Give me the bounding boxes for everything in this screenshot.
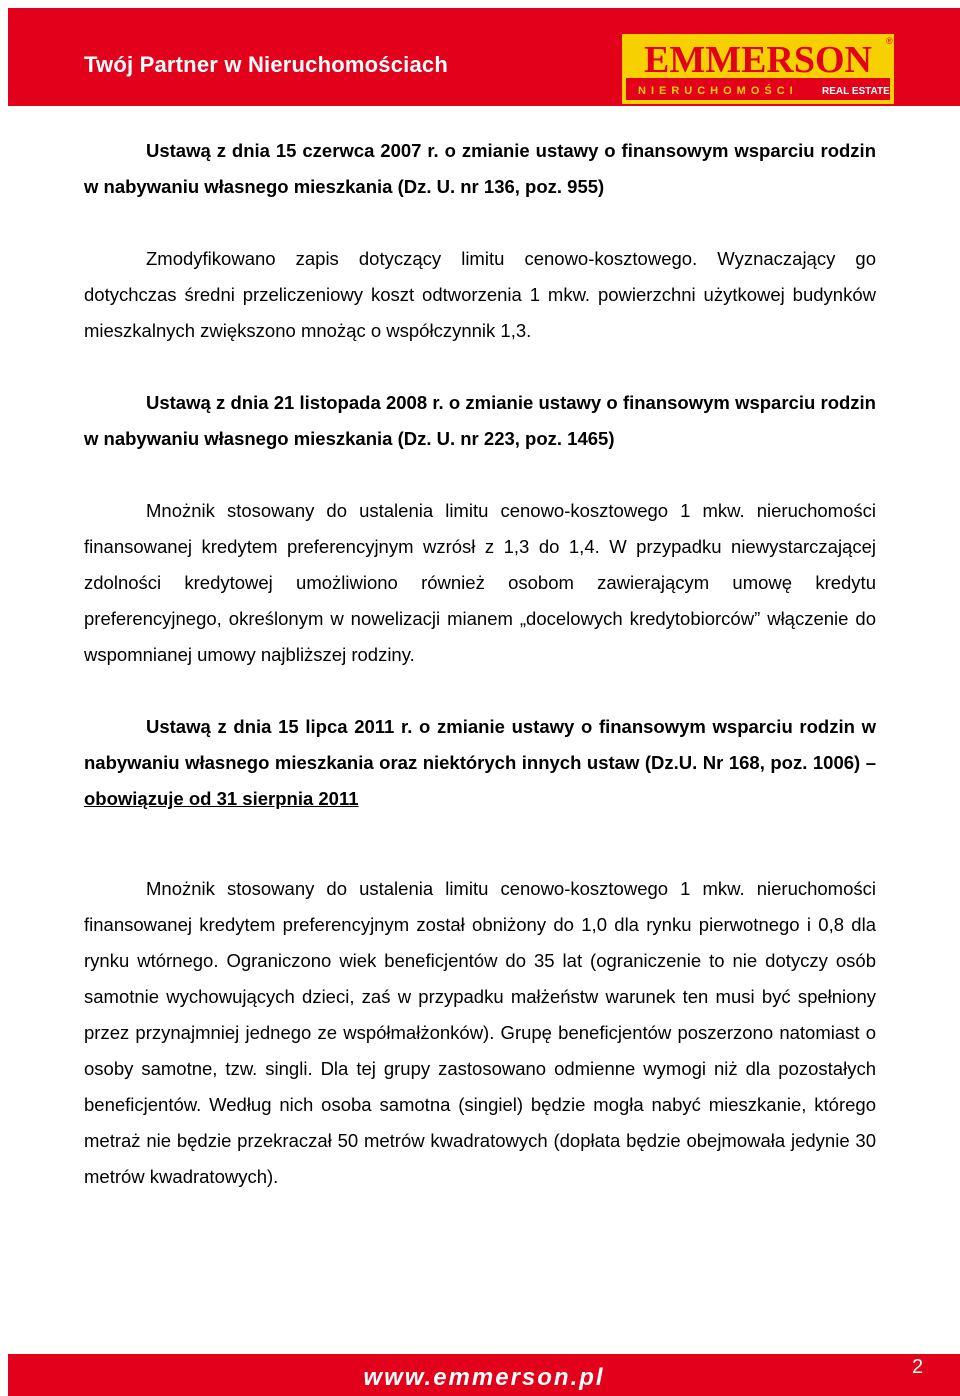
section-2-heading: Ustawą z dnia 21 listopada 2008 r. o zmianie ustawy o finansowym wsparciu rodzin w nabywaniu własnego mieszkania (Dz. U. nr 223, poz. 1465)	[84, 392, 876, 449]
header-title: Twój Partner w Nieruchomościach	[84, 52, 448, 77]
section-2-body: Mnożnik stosowany do ustalenia limitu cenowo-kosztowego 1 mkw. nieruchomości finansowanej kredytem preferencyjnym wzrósł z 1,3 do 1,4. W przypadku niewystarczającej zdolności kredytowej umożliwiono również osobom zawierającym umowę kredytu preferencyjnego, określonym w nowelizacji mianem „docelowych kredytobiorców” włączenie do wspomnianej umowy najbliższej rodziny.	[84, 500, 876, 665]
section-1-body: Zmodyfikowano zapis dotyczący limitu cenowo-kosztowego. Wyznaczający go dotychczas średni przeliczeniowy koszt odtworzenia 1 mkw. powierzchni użytkowej budynków mieszkalnych zwiększono mnożąc o współczynnik 1,3.	[84, 248, 876, 341]
logo-registered-mark: ®	[886, 36, 893, 46]
header-bar	[8, 8, 960, 106]
emmerson-logo	[622, 34, 894, 104]
section-3-heading: Ustawą z dnia 15 lipca 2011 r. o zmianie ustawy o finansowym wsparciu rodzin w nabywaniu własnego mieszkania oraz niektórych innych ustaw (Dz.U. Nr 168, poz. 1006) – obowiązuje od 31 sierpnia 2011	[84, 716, 876, 809]
document-body	[84, 133, 876, 1195]
section-3-body: Mnożnik stosowany do ustalenia limitu cenowo-kosztowego 1 mkw. nieruchomości finansowanej kredytem preferencyjnym został obniżony do 1,0 dla rynku pierwotnego i 0,8 dla rynku wtórnego. Ograniczono wiek beneficjentów do 35 lat (ograniczenie to nie dotyczy osób samotnie wychowujących dzieci, zaś w przypadku małżeństw warunek ten musi być spełniony przez przynajmniej jednego ze współmałżonków). Grupę beneficjentów poszerzono natomiast o osoby samotne, tzw. singli. Dla tej grupy zastosowano odmienne wymogi niż dla pozostałych beneficjentów. Według nich osoba samotna (singiel) będzie mogła nabyć mieszkanie, którego metraż nie będzie przekraczał 50 metrów kwadratowych (dopłata będzie obejmowała jedynie 30 metrów kwadratowych).	[84, 878, 876, 1187]
section-1-heading: Ustawą z dnia 15 czerwca 2007 r. o zmianie ustawy o finansowym wsparciu rodzin w nabywaniu własnego mieszkania (Dz. U. nr 136, poz. 955)	[84, 140, 876, 197]
page-number: 2	[912, 1356, 924, 1378]
logo-subtitle: NIERUCHOMOŚCI	[638, 85, 798, 97]
logo-brand: EMMERSON	[644, 39, 872, 81]
footer-url: www.emmerson.pl	[363, 1364, 605, 1391]
logo-tag: REAL ESTATE	[822, 86, 890, 97]
section-3-effective-date: obowiązuje od 31 sierpnia 2011	[84, 788, 359, 809]
section-3-heading-text: Ustawą z dnia 15 lipca 2011 r. o zmianie ustawy o finansowym wsparciu rodzin w nabywaniu własnego mieszkania oraz niektórych innych ustaw (Dz.U. Nr 168, poz. 1006)	[84, 716, 876, 773]
footer-bar	[8, 1354, 960, 1396]
